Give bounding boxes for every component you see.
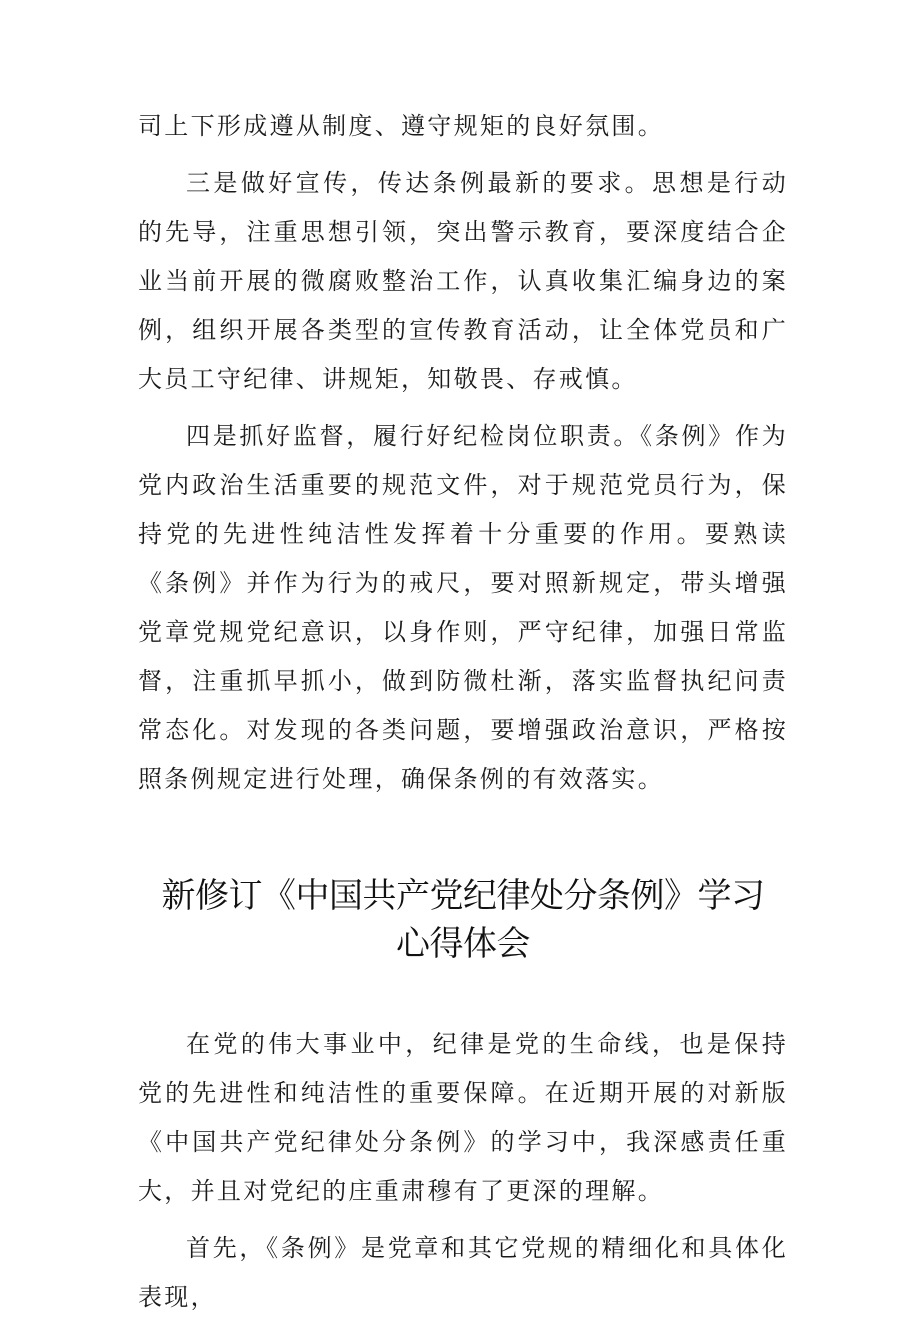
document-title [138,872,788,968]
title-line-1: 新修订《中国共产党纪律处分条例》学习 [161,876,765,916]
paragraph-point-three: 三是做好宣传，传达条例最新的要求。思想是行动的先导，注重思想引领，突出警示教育，要深度结合企业当前开展的微腐败整治工作，认真收集汇编身边的案例，组织开展各类型的宣传教育活动，让全体党员和广大员工守纪律、讲规矩，知敬畏、存戒慎。 [138,169,788,393]
paragraph-first-point: 首先，《条例》是党章和其它党规的精细化和具体化表现， [138,1234,788,1311]
paragraph-intro: 在党的伟大事业中，纪律是党的生命线，也是保持党的先进性和纯洁性的重要保障。在近期开展的对新版《中国共产党纪律处分条例》的学习中，我深感责任重大，并且对党纪的庄重肃穆有了更深的理解。 [138,1030,788,1205]
paragraph-point-four: 四是抓好监督，履行好纪检岗位职责。《条例》作为党内政治生活重要的规范文件，对于规范党员行为，保持党的先进性纯洁性发挥着十分重要的作用。要熟读《条例》并作为行为的戒尺，要对照新规定，带头增强党章党规党纪意识，以身作则，严守纪律，加强日常监督，注重抓早抓小，做到防微杜渐，落实监督执纪问责常态化。对发现的各类问题，要增强政治意识，严格按照条例规定进行处理，确保条例的有效落实。 [138,422,788,793]
paragraph-continuation: 司上下形成遵从制度、遵守规矩的良好氛围。 [138,112,664,140]
title-line-2: 心得体会 [396,924,530,964]
